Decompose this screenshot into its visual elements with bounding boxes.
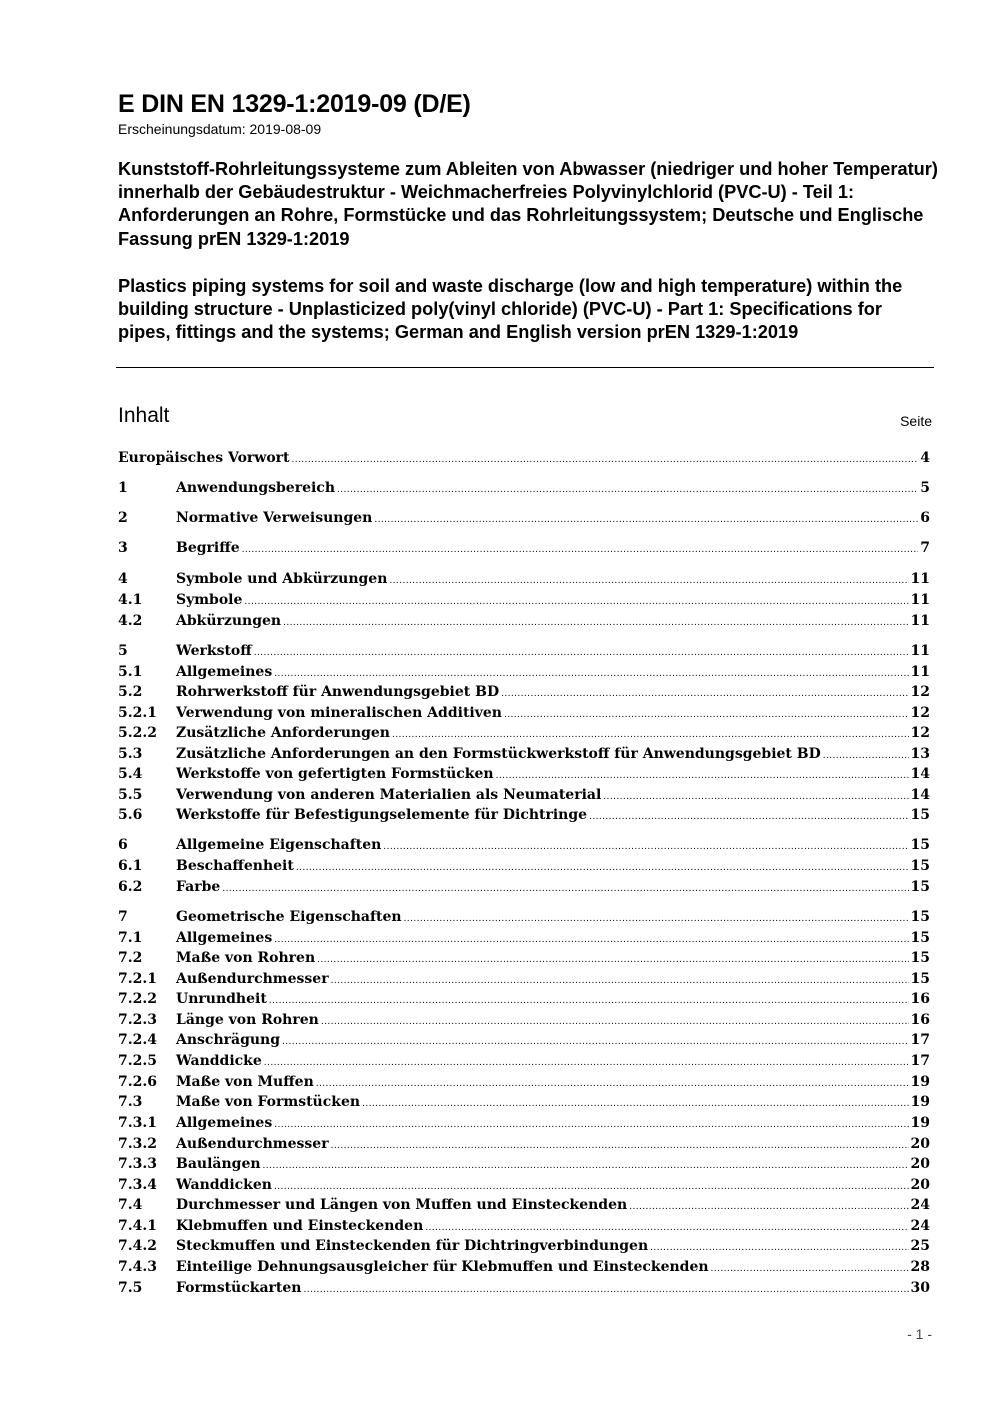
toc-entry[interactable] (118, 590, 930, 610)
toc-entry-title: Klebmuffen und Einsteckenden (176, 1218, 424, 1234)
toc-entry-title: Außendurchmesser (176, 971, 329, 987)
toc-entry[interactable] (118, 1236, 930, 1256)
toc-entry[interactable] (118, 1051, 930, 1071)
toc-entry-title: Verwendung von mineralischen Additiven (176, 705, 502, 721)
toc-dot-leader (283, 611, 908, 631)
toc-dot-leader (317, 948, 908, 968)
toc-dot-leader (404, 907, 909, 927)
toc-dot-leader (274, 1175, 909, 1195)
toc-entry-number: 6 (118, 837, 128, 853)
title-english: Plastics piping systems for soil and waste discharge (low and high temperature) within the building structure - Unplasticized poly(vinyl chloride) (PVC-U) - Part 1: Specifications for pipes, fittings and the systems; German and English version prEN 1329-1:2019 (118, 276, 903, 343)
toc-dot-leader (292, 448, 919, 468)
toc-entry-number: 7.1 (118, 930, 143, 946)
toc-entry-page: 13 (910, 746, 930, 762)
toc-entry[interactable] (118, 856, 930, 876)
toc-entry-number: 7.2.4 (118, 1032, 157, 1048)
toc-entry[interactable] (118, 989, 930, 1009)
toc-entry-number: 6.2 (118, 879, 143, 895)
toc-entry[interactable] (118, 1216, 930, 1236)
toc-entry-page: 15 (910, 909, 930, 925)
toc-entry-number: 5.3 (118, 746, 143, 762)
toc-dot-leader (392, 723, 909, 743)
toc-entry-number: 7.4.3 (118, 1259, 157, 1275)
toc-entry[interactable] (118, 703, 930, 723)
toc-entry[interactable] (118, 1030, 930, 1050)
toc-entry-page: 11 (910, 592, 930, 608)
toc-entry[interactable] (118, 538, 930, 558)
toc-entry-title: Steckmuffen und Einsteckenden für Dichtringverbindungen (176, 1238, 649, 1254)
toc-entry[interactable] (118, 805, 930, 825)
toc-dot-leader (389, 569, 908, 589)
toc-entry-number: 5.2.2 (118, 725, 157, 741)
toc-entry-page: 24 (910, 1197, 930, 1213)
toc-entry-page: 19 (910, 1074, 930, 1090)
toc-heading: Inhalt (118, 404, 170, 427)
toc-entry-title: Symbole und Abkürzungen (176, 571, 388, 587)
toc-dot-leader (264, 1051, 909, 1071)
toc-entry-title: Maße von Rohren (176, 950, 316, 966)
toc-dot-leader (303, 1278, 908, 1298)
toc-dot-leader (383, 835, 908, 855)
toc-entry[interactable] (118, 569, 930, 589)
toc-entry-title: Begriffe (176, 540, 240, 556)
toc-dot-leader (254, 641, 909, 661)
toc-entry-page: 30 (910, 1280, 930, 1296)
toc-entry-page: 20 (910, 1177, 930, 1193)
toc-entry-title: Anwendungsbereich (176, 480, 335, 496)
toc-entry-title: Unrundheit (176, 991, 267, 1007)
toc-entry-number: 7.2.5 (118, 1053, 157, 1069)
toc-entry-number: 1 (118, 480, 128, 496)
toc-entry-page: 15 (910, 930, 930, 946)
toc-dot-leader (244, 590, 908, 610)
toc-entry[interactable] (118, 1195, 930, 1215)
toc-entry-number: 5.1 (118, 664, 143, 680)
toc-entry-title: Symbole (176, 592, 243, 608)
toc-entry[interactable] (118, 682, 930, 702)
toc-entry-title: Länge von Rohren (176, 1012, 319, 1028)
toc-dot-leader (331, 969, 909, 989)
toc-entry-number: 4 (118, 571, 128, 587)
toc-entry-title: Außendurchmesser (176, 1136, 329, 1152)
toc-entry-title: Maße von Formstücken (176, 1094, 361, 1110)
toc-entry-number: 5.5 (118, 787, 143, 803)
toc-entry-page: 15 (910, 879, 930, 895)
toc-entry[interactable] (118, 948, 930, 968)
toc-dot-leader (331, 1134, 909, 1154)
toc-entry-page: 15 (910, 971, 930, 987)
toc-entry-title: Werkstoffe von gefertigten Formstücken (176, 766, 494, 782)
toc-entry-number: 7.2 (118, 950, 143, 966)
toc-dot-leader (274, 662, 908, 682)
toc-entry-title: Geometrische Eigenschaften (176, 909, 402, 925)
toc-entry-page: 12 (910, 684, 930, 700)
toc-dot-leader (296, 856, 909, 876)
toc-entry-page: 16 (910, 991, 930, 1007)
title-german: Kunststoff-Rohrleitungssysteme zum Ableiten von Abwasser (niedriger und hoher Temperatur) innerhalb der Gebäudestruktur - Weichmacherfreies Polyvinylchlorid (PVC-U) - Teil 1: Anforderungen an Rohre, Formstücke und das Rohrleitungssystem; Deutsche und Englische Fassung prEN 1329-1:2019 (118, 159, 938, 249)
toc-entry[interactable] (118, 1010, 930, 1030)
toc-entry-title: Werkstoffe für Befestigungselemente für Dichtringe (176, 807, 588, 823)
toc-entry-page: 12 (910, 725, 930, 741)
toc-entry[interactable] (118, 1092, 930, 1112)
toc-entry-title: Beschaffenheit (176, 858, 294, 874)
toc-entry-title: Anschrägung (176, 1032, 281, 1048)
toc-entry[interactable] (118, 508, 930, 528)
toc-dot-leader (711, 1257, 909, 1277)
toc-entry-number: 3 (118, 540, 128, 556)
toc-dot-leader (321, 1010, 909, 1030)
toc-entry-page: 19 (910, 1094, 930, 1110)
toc-entry-number: 7.2.3 (118, 1012, 157, 1028)
toc-entry[interactable] (118, 641, 930, 661)
toc-dot-leader (374, 508, 918, 528)
toc-dot-leader (362, 1092, 908, 1112)
toc-entry-page: 11 (910, 571, 930, 587)
toc-entry-number: 7.3.1 (118, 1115, 157, 1131)
toc-entry[interactable] (118, 478, 930, 498)
toc-dot-leader (274, 928, 908, 948)
toc-entry-page: 24 (910, 1218, 930, 1234)
toc-entry[interactable] (118, 1113, 930, 1133)
toc-entry-number: 4.1 (118, 592, 143, 608)
toc-dot-leader (274, 1113, 908, 1133)
toc-entry-title: Wanddicke (176, 1053, 262, 1069)
toc-dot-leader (504, 703, 909, 723)
toc-dot-leader (629, 1195, 908, 1215)
toc-dot-leader (282, 1030, 909, 1050)
toc-entry-page: 20 (910, 1156, 930, 1172)
toc-page-label: Seite (900, 413, 932, 429)
toc-entry-page: 25 (910, 1238, 930, 1254)
toc-dot-leader (242, 538, 919, 558)
toc-entry-title: Rohrwerkstoff für Anwendungsgebiet BD (176, 684, 500, 700)
toc-entry-title: Maße von Muffen (176, 1074, 314, 1090)
publication-date: Erscheinungsdatum: 2019-08-09 (118, 121, 322, 137)
toc-entry-page: 15 (910, 837, 930, 853)
toc-entry-page: 28 (910, 1259, 930, 1275)
toc-entry-number: 5.6 (118, 807, 143, 823)
toc-entry-page: 4 (920, 450, 930, 466)
toc-entry-number: 4.2 (118, 613, 143, 629)
toc-entry-number: 2 (118, 510, 128, 526)
toc-entry-title: Allgemeine Eigenschaften (176, 837, 382, 853)
toc-entry[interactable] (118, 1175, 930, 1195)
toc-entry-number: 7.2.6 (118, 1074, 157, 1090)
toc-entry-number: 7.2.1 (118, 971, 157, 987)
toc-dot-leader (650, 1236, 908, 1256)
toc-entry-title: Formstückarten (176, 1280, 302, 1296)
toc-entry-page: 14 (910, 766, 930, 782)
toc-entry-number: 7.4.2 (118, 1238, 157, 1254)
toc-entry-title: Abkürzungen (176, 613, 282, 629)
toc-entry-page: 11 (910, 664, 930, 680)
toc-entry-number: 7.4 (118, 1197, 143, 1213)
toc-entry-page: 7 (920, 540, 930, 556)
toc-entry[interactable] (118, 969, 930, 989)
toc-entry-page: 14 (910, 787, 930, 803)
toc-entry-page: 15 (910, 858, 930, 874)
toc-entry-number: 7.3.4 (118, 1177, 157, 1193)
toc-entry-page: 15 (910, 807, 930, 823)
toc-entry-page: 17 (910, 1053, 930, 1069)
toc-entry-number: 6.1 (118, 858, 143, 874)
toc-entry[interactable] (118, 877, 930, 897)
toc-dot-leader (337, 478, 918, 498)
toc-entry[interactable] (118, 662, 930, 682)
toc-entry-title: Zusätzliche Anforderungen (176, 725, 390, 741)
toc-entry-title: Baulängen (176, 1156, 261, 1172)
toc-entry-number: 5.4 (118, 766, 143, 782)
toc-entry-number: 7.3.2 (118, 1136, 157, 1152)
toc-dot-leader (316, 1072, 909, 1092)
toc-entry[interactable] (118, 928, 930, 948)
toc-dot-leader (425, 1216, 908, 1236)
toc-entry-page: 19 (910, 1115, 930, 1131)
toc-entry-title: Durchmesser und Längen von Muffen und Einsteckenden (176, 1197, 628, 1213)
toc-dot-leader (269, 989, 909, 1009)
toc-entry-title: Farbe (176, 879, 221, 895)
toc-entry-page: 15 (910, 950, 930, 966)
toc-entry[interactable] (118, 611, 930, 631)
toc-dot-leader (603, 785, 908, 805)
toc-entry-number: 5 (118, 643, 128, 659)
toc-entry-title: Allgemeines (176, 1115, 273, 1131)
toc-entry-page: 6 (920, 510, 930, 526)
toc-entry-page: 12 (910, 705, 930, 721)
toc-entry-number: 7 (118, 909, 128, 925)
toc-dot-leader (501, 682, 908, 702)
toc-entry-page: 5 (920, 480, 930, 496)
toc-entry-title: Allgemeines (176, 930, 273, 946)
toc-entry-number: 5.2.1 (118, 705, 157, 721)
toc-entry[interactable] (118, 1154, 930, 1174)
toc-entry-title: Allgemeines (176, 664, 273, 680)
toc-entry-page: 11 (910, 643, 930, 659)
toc-entry[interactable] (118, 1278, 930, 1298)
toc-entry-title: Normative Verweisungen (176, 510, 373, 526)
toc-entry[interactable] (118, 907, 930, 927)
toc-entry-number: 7.3 (118, 1094, 143, 1110)
toc-entry-number: 7.4.1 (118, 1218, 157, 1234)
toc-entry-page: 17 (910, 1032, 930, 1048)
toc-entry-page: 20 (910, 1136, 930, 1152)
toc-dot-leader (589, 805, 908, 825)
toc-dot-leader (496, 764, 909, 784)
toc-entry[interactable] (118, 764, 930, 784)
toc-dot-leader (263, 1154, 909, 1174)
toc-entry-title: Zusätzliche Anforderungen an den Formstückwerkstoff für Anwendungsgebiet BD (176, 746, 821, 762)
toc-entry-title: Werkstoff (176, 643, 252, 659)
toc-entry[interactable] (118, 744, 930, 764)
toc-entry[interactable] (118, 1257, 930, 1277)
toc-entry[interactable] (118, 448, 930, 468)
page-number: - 1 - (907, 1326, 932, 1342)
title-divider (116, 367, 934, 368)
toc-entry-title: Einteilige Dehnungsausgleicher für Klebmuffen und Einsteckenden (176, 1259, 709, 1275)
toc-entry-page: 16 (910, 1012, 930, 1028)
toc-entry-title: Wanddicken (176, 1177, 272, 1193)
toc-entry[interactable] (118, 723, 930, 743)
toc-entry-title: Europäisches Vorwort (118, 450, 290, 466)
toc-entry-number: 7.3.3 (118, 1156, 157, 1172)
toc-dot-leader (823, 744, 909, 764)
toc-entry[interactable] (118, 785, 930, 805)
toc-entry[interactable] (118, 835, 930, 855)
toc-dot-leader (222, 877, 908, 897)
toc-entry-number: 5.2 (118, 684, 143, 700)
toc-entry-number: 7.2.2 (118, 991, 157, 1007)
toc-entry[interactable] (118, 1134, 930, 1154)
toc-entry-number: 7.5 (118, 1280, 143, 1296)
toc-entry-page: 11 (910, 613, 930, 629)
toc-entry[interactable] (118, 1072, 930, 1092)
document-id: E DIN EN 1329-1:2019-09 (D/E) (118, 90, 471, 118)
toc-entry-title: Verwendung von anderen Materialien als Neumaterial (176, 787, 602, 803)
